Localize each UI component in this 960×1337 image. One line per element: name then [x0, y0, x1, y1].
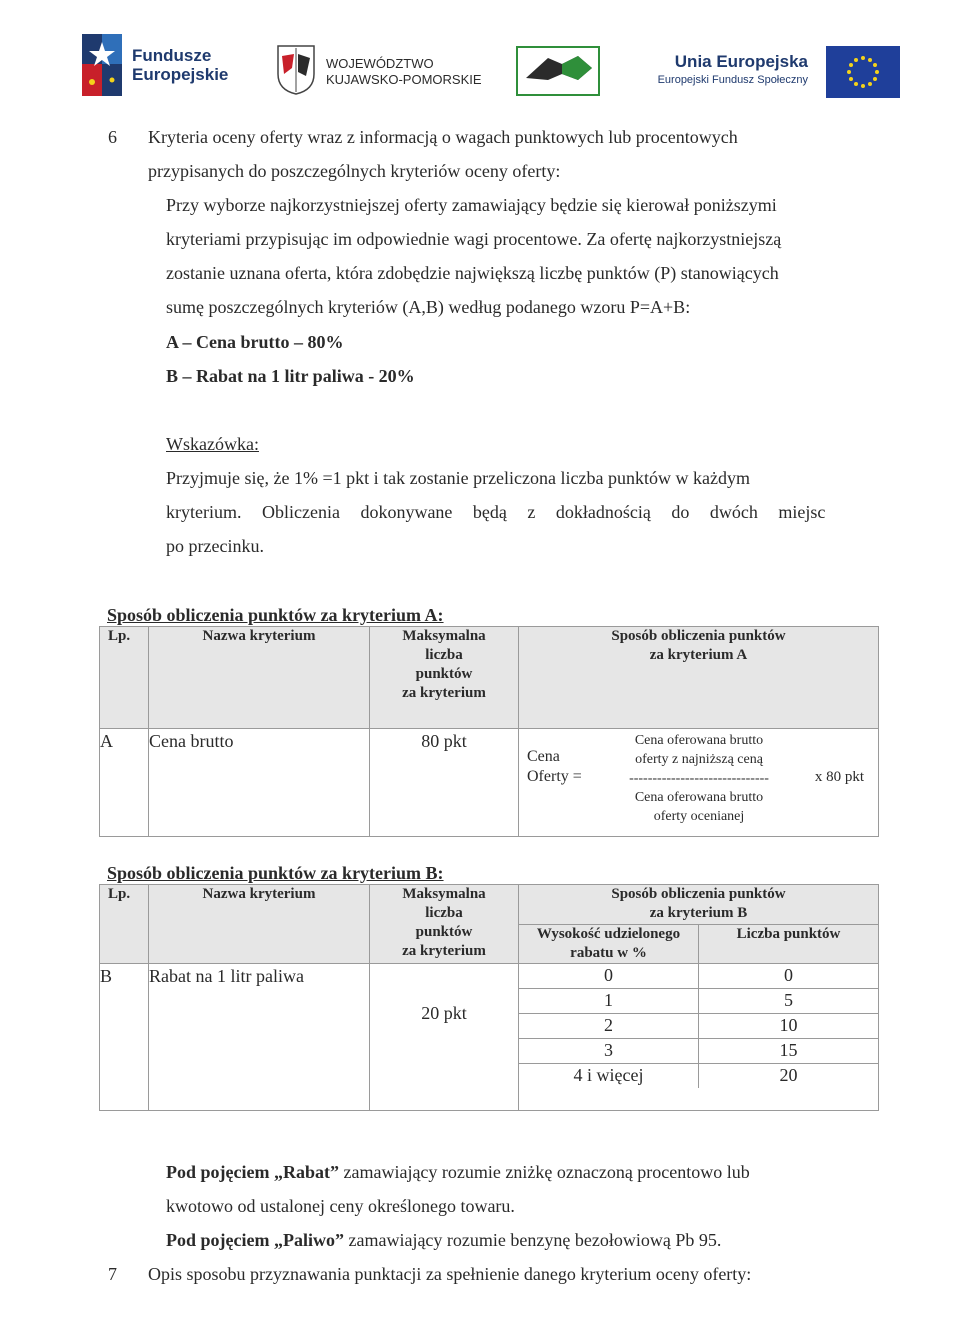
- table-b-scale-row: [519, 1014, 878, 1039]
- ue-subtitle: Europejski Fundusz Społeczny: [657, 74, 808, 86]
- table-b-scale-inner: [519, 964, 878, 1088]
- table-b-header-rabat-l1: Wysokość udzielonego: [536, 926, 681, 942]
- paragraph-line3: zostanie uznana oferta, która zdobędzie największą liczbę punktów (P) stanowiących: [166, 263, 779, 283]
- wojewodztwo-logo: [276, 44, 486, 96]
- paragraph-line1: Przy wyborze najkorzystniejszej oferty zamawiający będzie się kierował poniższymi: [166, 195, 777, 215]
- table-b-scale-row: [519, 964, 878, 989]
- table-b-rabat-cell: 3: [519, 1039, 699, 1064]
- table-b-points-cell: 0: [699, 964, 879, 989]
- table-a: [99, 626, 879, 837]
- table-b-header-max-l4: za kryterium: [402, 943, 486, 959]
- formula-numerator-l2: oferty z najniższą ceną: [635, 752, 763, 767]
- section-7-title: Opis sposobu przyznawania punktacji za spełnienie danego kryterium oceny oferty:: [148, 1264, 752, 1284]
- table-b-points-cell: 10: [699, 1014, 879, 1039]
- wup-arrow-icon: [518, 48, 598, 88]
- formula-label-l2: Oferty =: [527, 768, 582, 785]
- table-b-rabat-cell: 1: [519, 989, 699, 1014]
- table-b-scale-spacer: [519, 1088, 878, 1110]
- table-b-row-name: Rabat na 1 litr paliwa: [149, 964, 370, 1111]
- table-a-header-lp: Lp.: [100, 627, 149, 729]
- table-a-header-max-l4: za kryterium: [402, 685, 486, 701]
- table-b-header-method: [519, 885, 879, 964]
- definition-rabat-term: Pod pojęciem „Rabat”: [166, 1162, 339, 1182]
- table-b-scale-row: [519, 1064, 878, 1089]
- formula-fraction: [609, 731, 789, 826]
- formula-divider: ------------------------------: [629, 771, 769, 786]
- table-b-points-cell: 20: [779, 1065, 798, 1085]
- section-7-number: 7: [108, 1264, 117, 1284]
- formula-numerator-l1: Cena oferowana brutto: [634, 733, 764, 748]
- section-6-number: 6: [108, 127, 117, 147]
- criterion-a: A – Cena brutto – 80%: [166, 332, 344, 352]
- table-a-row: [100, 729, 879, 837]
- table-a-header-max-l1: Maksymalna: [402, 628, 486, 644]
- formula-denominator-l1: Cena oferowana brutto: [634, 790, 764, 805]
- table-b-header-method-l1: Sposób obliczenia punktów: [611, 886, 786, 902]
- table-b-points-cell: 15: [699, 1039, 879, 1064]
- fundusze-europejskie-icon: [82, 34, 122, 96]
- table-a-formula: [519, 729, 879, 837]
- paragraph-line2: kryteriami przypisując im odpowiednie wagi procentowe. Za ofertę najkorzystniejszą: [166, 229, 782, 249]
- table-b-header-name: Nazwa kryterium: [149, 885, 370, 964]
- table-a-header-method-l1: Sposób obliczenia punktów: [611, 628, 786, 644]
- formula-label: [527, 747, 582, 787]
- table-b-header-row: [100, 885, 879, 964]
- formula-label-l1: Cena: [527, 748, 560, 765]
- section-6-title-line2: przypisanych do poszczególnych kryteriów oceny oferty:: [148, 161, 561, 181]
- table-b-rabat-cell: 0: [519, 964, 699, 989]
- section-6-title-line1: [148, 127, 854, 147]
- table-b-row-lp: B: [100, 964, 149, 1111]
- formula-denominator-l2: oferty ocenianej: [653, 809, 745, 824]
- table-a-header-method: [519, 627, 879, 729]
- table-a-row-lp: A: [100, 729, 149, 837]
- fe-logo-line2: Europejskie: [132, 65, 229, 84]
- table-b-header-method-title: [519, 885, 878, 925]
- definition-paliwo-term: Pod pojęciem „Paliwo”: [166, 1230, 344, 1250]
- table-b-points-cell: 5: [699, 989, 879, 1014]
- table-b-scale: [519, 964, 879, 1111]
- table-b-header-max-l1: Maksymalna: [402, 886, 486, 902]
- table-b-row-max: 20 pkt: [370, 964, 519, 1111]
- table-a-header-row: [100, 627, 879, 729]
- table-b-title: Sposób obliczenia punktów za kryterium B:: [107, 863, 444, 883]
- table-a-header-max-l3: punktów: [415, 666, 473, 682]
- table-b-header-method-l2: za kryterium B: [649, 905, 748, 921]
- table-b-header-max-l2: liczba: [425, 905, 463, 921]
- table-a-header-method-l2: za kryterium A: [649, 647, 748, 663]
- table-a-row-name: Cena brutto: [149, 729, 370, 837]
- table-b-header-max: [370, 885, 519, 964]
- table-b: [99, 884, 879, 1111]
- table-b-header-method-inner: [519, 885, 878, 963]
- table-a-title: Sposób obliczenia punktów za kryterium A:: [107, 605, 444, 625]
- unia-europejska-logo: [640, 46, 900, 98]
- definition-rabat-text: zamawiający rozumie zniżkę oznaczoną procentowo lub: [343, 1162, 750, 1182]
- table-b-row: [100, 964, 879, 1111]
- ue-title: Unia Europejska: [674, 52, 808, 71]
- table-b-header-rabat: [519, 925, 699, 964]
- formula-multiplier: x 80 pkt: [814, 769, 864, 785]
- table-b-header-lp: Lp.: [100, 885, 149, 964]
- wk-logo-line2: KUJAWSKO-POMORSKIE: [326, 72, 482, 87]
- table-a-header-max-l2: liczba: [425, 647, 463, 663]
- hint-line2: kryterium. Obliczenia dokonywane będą z dokładnością do dwóch miejsc: [166, 502, 826, 522]
- definition-rabat-line1: [166, 1162, 750, 1182]
- fundusze-europejskie-logo: [82, 34, 252, 96]
- hint-line1: Przyjmuje się, że 1% =1 pkt i tak zostanie przeliczona liczba punktów w każdym: [166, 468, 750, 488]
- hint-title: Wskazówka:: [166, 434, 259, 454]
- table-a-row-max: 80 pkt: [370, 729, 519, 837]
- definition-rabat-line2: kwotowo od ustalonej ceny określonego towaru.: [166, 1196, 515, 1216]
- definition-paliwo-text: zamawiający rozumie benzynę bezołowiową Pb 95.: [348, 1230, 722, 1250]
- paragraph-line4: sumę poszczególnych kryteriów (A,B) według podanego wzoru P=A+B:: [166, 297, 691, 317]
- wk-logo-line1: WOJEWÓDZTWO: [326, 56, 434, 71]
- table-b-rabat-cell: 2: [519, 1014, 699, 1039]
- table-b-header-max-l3: punktów: [415, 924, 473, 940]
- table-b-scale-row: [519, 989, 878, 1014]
- criterion-b: B – Rabat na 1 litr paliwa - 20%: [166, 366, 415, 386]
- table-a-header-max: [370, 627, 519, 729]
- crest-icon: [276, 44, 316, 96]
- section-6-title-text1: Kryteria oceny oferty wraz z informacją o wagach punktowych lub procentowych: [148, 127, 738, 147]
- table-a-header-name: Nazwa kryterium: [149, 627, 370, 729]
- table-b-scale-row: [519, 1039, 878, 1064]
- table-b-header-points: Liczba punktów: [699, 925, 879, 964]
- wup-logo: [516, 46, 600, 96]
- definition-paliwo: [166, 1230, 721, 1250]
- table-b-rabat-cell: 4 i więcej: [519, 1064, 699, 1089]
- table-b-header-rabat-l2: rabatu w %: [570, 945, 647, 961]
- fe-logo-line1: Fundusze: [132, 46, 212, 65]
- hint-line3: po przecinku.: [166, 536, 264, 556]
- eu-flag-icon: [826, 46, 900, 98]
